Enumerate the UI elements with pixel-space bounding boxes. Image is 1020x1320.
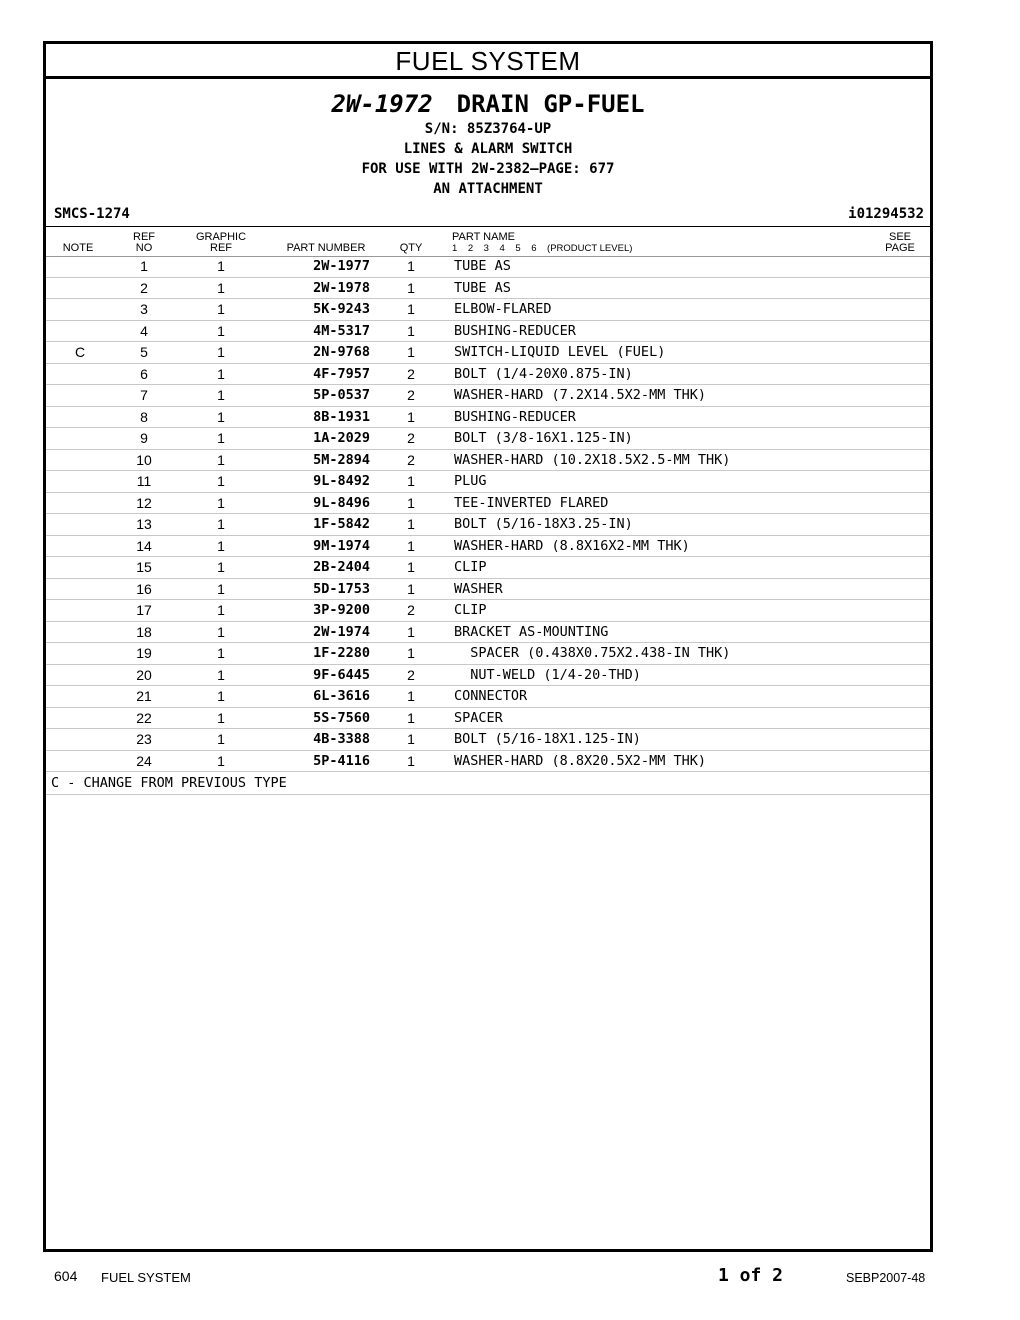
for-use-with: FOR USE WITH 2W-2382—PAGE: 677 — [361, 161, 615, 177]
smcs-code: SMCS-1274 — [54, 206, 130, 222]
part-name-cell: WASHER-HARD (8.8X16X2-MM THK) — [454, 537, 690, 554]
table-row — [46, 557, 930, 579]
section-title: FUEL SYSTEM — [46, 44, 930, 79]
part-name-cell: WASHER-HARD (7.2X14.5X2-MM THK) — [454, 387, 706, 403]
illustration-id: i01294532 — [848, 206, 924, 222]
ref-no-cell: 11 — [136, 473, 152, 489]
part-number-cell: 1A-2029 — [313, 430, 370, 446]
part-number-cell: 1F-5842 — [313, 516, 370, 532]
graphic-ref-cell: 1 — [217, 516, 225, 532]
ref-no-cell: 12 — [136, 494, 152, 511]
footer-page-number: 604 — [54, 1268, 78, 1284]
ref-no-cell: 4 — [140, 322, 148, 339]
part-name-cell: WASHER-HARD (8.8X20.5X2-MM THK) — [454, 752, 706, 769]
qty-cell: 2 — [407, 602, 415, 618]
ref-no-cell: 21 — [136, 688, 152, 704]
graphic-ref-cell: 1 — [217, 602, 225, 618]
header-divider — [46, 226, 930, 227]
part-number-cell: 9M-1974 — [313, 537, 370, 554]
table-row — [46, 364, 930, 386]
graphic-ref-cell: 1 — [217, 473, 225, 489]
ref-no-cell: 5 — [140, 344, 148, 360]
ref-no-cell: 9 — [140, 430, 148, 446]
table-row — [46, 686, 930, 708]
part-name-cell: SPACER — [454, 709, 503, 726]
graphic-ref-cell: 1 — [217, 322, 225, 339]
ref-no-cell: 18 — [136, 623, 152, 640]
footer-page-of: 1 of 2 — [718, 1265, 784, 1286]
group-title-line — [46, 89, 930, 119]
part-number-cell: 3P-9200 — [313, 602, 370, 618]
part-number-cell: 5D-1753 — [313, 580, 370, 597]
group-header — [46, 89, 930, 199]
ref-no-cell: 6 — [140, 365, 148, 382]
ref-no-cell: 8 — [140, 408, 148, 425]
part-name-cell: BOLT (3/8-16X1.125-IN) — [454, 430, 633, 446]
qty-cell: 1 — [407, 709, 415, 726]
ref-no-cell: 7 — [140, 387, 148, 403]
part-number-cell: 5P-0537 — [313, 387, 370, 403]
col-product-level: 1 2 3 4 5 6 (PRODUCT LEVEL) — [452, 243, 633, 254]
part-name-cell: WASHER — [454, 580, 503, 597]
table-row — [46, 278, 930, 300]
qty-cell: 1 — [407, 559, 415, 575]
table-row — [46, 751, 930, 773]
qty-cell: 1 — [407, 623, 415, 640]
col-qty: QTY — [399, 242, 423, 254]
part-name-cell: ELBOW-FLARED — [454, 301, 552, 317]
graphic-ref-cell: 1 — [217, 688, 225, 704]
table-row — [46, 428, 930, 450]
col-graphic-top: GRAPHIC — [195, 231, 247, 243]
table-row — [46, 407, 930, 429]
part-name-cell: NUT-WELD (1/4-20-THD) — [454, 666, 641, 683]
graphic-ref-cell: 1 — [217, 709, 225, 726]
qty-cell: 1 — [407, 688, 415, 704]
footer-section: FUEL SYSTEM — [101, 1270, 191, 1285]
part-number-cell: 9F-6445 — [313, 666, 370, 683]
part-number-cell: 2W-1977 — [313, 258, 370, 274]
group-part-number: 2W-1972 — [331, 90, 433, 118]
col-graphic-bottom: REF — [210, 242, 232, 254]
qty-cell: 1 — [407, 645, 415, 661]
qty-cell: 2 — [407, 666, 415, 683]
ref-no-cell: 14 — [136, 537, 152, 554]
part-number-cell: 6L-3616 — [313, 688, 370, 704]
table-row — [46, 493, 930, 515]
col-see-bottom: PAGE — [885, 242, 915, 254]
ref-no-cell: 17 — [136, 602, 152, 618]
col-part-name: PART NAME — [452, 231, 515, 243]
part-number-cell: 4B-3388 — [313, 731, 370, 747]
part-name-cell: BUSHING-REDUCER — [454, 322, 576, 339]
part-number-cell: 5S-7560 — [313, 709, 370, 726]
graphic-ref-cell: 1 — [217, 494, 225, 511]
part-name-cell: CONNECTOR — [454, 688, 528, 704]
qty-cell: 1 — [407, 279, 415, 296]
serial-range: S/N: 85Z3764-UP — [424, 121, 552, 137]
ref-no-cell: 23 — [136, 731, 152, 747]
part-number-cell: 4M-5317 — [313, 322, 370, 339]
col-ref-bottom: NO — [135, 242, 153, 254]
ref-no-cell: 15 — [136, 559, 152, 575]
part-name-cell: TUBE AS — [454, 258, 511, 274]
graphic-ref-cell: 1 — [217, 645, 225, 661]
graphic-ref-cell: 1 — [217, 344, 225, 360]
ref-no-cell: 2 — [140, 279, 148, 296]
graphic-ref-cell: 1 — [217, 666, 225, 683]
graphic-ref-cell: 1 — [217, 451, 225, 468]
table-row — [46, 708, 930, 730]
graphic-ref-cell: 1 — [217, 623, 225, 640]
part-number-cell: 9L-8496 — [313, 494, 370, 511]
part-number-cell: 2B-2404 — [313, 559, 370, 575]
qty-cell: 1 — [407, 580, 415, 597]
qty-cell: 2 — [407, 451, 415, 468]
qty-cell: 2 — [407, 365, 415, 382]
qty-cell: 1 — [407, 408, 415, 425]
table-row — [46, 536, 930, 558]
table-row — [46, 471, 930, 493]
ref-no-cell: 3 — [140, 301, 148, 317]
qty-cell: 1 — [407, 473, 415, 489]
part-number-cell: 5M-2894 — [313, 451, 370, 468]
part-name-cell: CLIP — [454, 602, 487, 618]
graphic-ref-cell: 1 — [217, 301, 225, 317]
table-row — [46, 342, 930, 364]
part-name-cell: PLUG — [454, 473, 487, 489]
ref-no-cell: 20 — [136, 666, 152, 683]
qty-cell: 1 — [407, 731, 415, 747]
qty-cell: 2 — [407, 387, 415, 403]
part-name-cell: SWITCH-LIQUID LEVEL (FUEL) — [454, 344, 666, 360]
graphic-ref-cell: 1 — [217, 408, 225, 425]
graphic-ref-cell: 1 — [217, 387, 225, 403]
part-name-cell: TUBE AS — [454, 279, 511, 296]
part-name-cell: WASHER-HARD (10.2X18.5X2.5-MM THK) — [454, 451, 731, 468]
group-title: DRAIN GP-FUEL — [456, 90, 645, 118]
part-name-cell: CLIP — [454, 559, 487, 575]
graphic-ref-cell: 1 — [217, 731, 225, 747]
part-name-cell: SPACER (0.438X0.75X2.438-IN THK) — [454, 645, 731, 661]
qty-cell: 1 — [407, 516, 415, 532]
graphic-ref-cell: 1 — [217, 258, 225, 274]
footnote-divider — [46, 794, 930, 795]
table-row — [46, 600, 930, 622]
table-row — [46, 256, 930, 278]
ref-no-cell: 22 — [136, 709, 152, 726]
graphic-ref-cell: 1 — [217, 365, 225, 382]
ref-no-cell: 19 — [136, 645, 152, 661]
col-part-number: PART NUMBER — [286, 242, 366, 254]
part-name-cell: TEE-INVERTED FLARED — [454, 494, 609, 511]
ref-no-cell: 1 — [140, 258, 148, 274]
graphic-ref-cell: 1 — [217, 279, 225, 296]
ref-no-cell: 24 — [136, 752, 152, 769]
table-row — [46, 579, 930, 601]
part-number-cell: 4F-7957 — [313, 365, 370, 382]
qty-cell: 1 — [407, 752, 415, 769]
graphic-ref-cell: 1 — [217, 537, 225, 554]
col-ref-top: REF — [133, 231, 155, 243]
graphic-ref-cell: 1 — [217, 580, 225, 597]
qty-cell: 1 — [407, 258, 415, 274]
part-number-cell: 5P-4116 — [313, 752, 370, 769]
table-row — [46, 385, 930, 407]
graphic-ref-cell: 1 — [217, 559, 225, 575]
part-name-cell: BOLT (5/16-18X1.125-IN) — [454, 731, 641, 747]
graphic-ref-cell: 1 — [217, 752, 225, 769]
part-number-cell: 2W-1974 — [313, 623, 370, 640]
part-name-cell: BUSHING-REDUCER — [454, 408, 576, 425]
part-number-cell: 5K-9243 — [313, 301, 370, 317]
qty-cell: 1 — [407, 322, 415, 339]
part-number-cell: 2N-9768 — [313, 344, 370, 360]
ref-no-cell: 10 — [136, 451, 152, 468]
table-row — [46, 450, 930, 472]
col-see-top: SEE — [888, 231, 911, 243]
parts-table — [46, 256, 930, 772]
part-name-cell: BRACKET AS-MOUNTING — [454, 623, 609, 640]
table-row — [46, 299, 930, 321]
part-number-cell: 8B-1931 — [313, 408, 370, 425]
part-number-cell: 9L-8492 — [313, 473, 370, 489]
footer-doc-id: SEBP2007-48 — [846, 1271, 926, 1285]
qty-cell: 1 — [407, 494, 415, 511]
qty-cell: 1 — [407, 344, 415, 360]
footnote: C - CHANGE FROM PREVIOUS TYPE — [51, 775, 287, 791]
ref-no-cell: 16 — [136, 580, 152, 597]
table-row — [46, 665, 930, 687]
table-row — [46, 643, 930, 665]
qty-cell: 2 — [407, 430, 415, 446]
graphic-ref-cell: 1 — [217, 430, 225, 446]
part-name-cell: BOLT (5/16-18X3.25-IN) — [454, 516, 633, 532]
qty-cell: 1 — [407, 301, 415, 317]
part-name-cell: BOLT (1/4-20X0.875-IN) — [454, 365, 633, 382]
qty-cell: 1 — [407, 537, 415, 554]
col-note: NOTE — [62, 242, 94, 254]
ref-no-cell: 13 — [136, 516, 152, 532]
group-subtitle: LINES & ALARM SWITCH — [403, 141, 573, 157]
part-number-cell: 1F-2280 — [313, 645, 370, 661]
table-row — [46, 514, 930, 536]
note-cell: C — [74, 344, 86, 360]
part-number-cell: 2W-1978 — [313, 279, 370, 296]
table-row — [46, 729, 930, 751]
table-row — [46, 622, 930, 644]
attachment-note: AN ATTACHMENT — [433, 181, 543, 197]
page-frame — [43, 41, 933, 1252]
table-row — [46, 321, 930, 343]
